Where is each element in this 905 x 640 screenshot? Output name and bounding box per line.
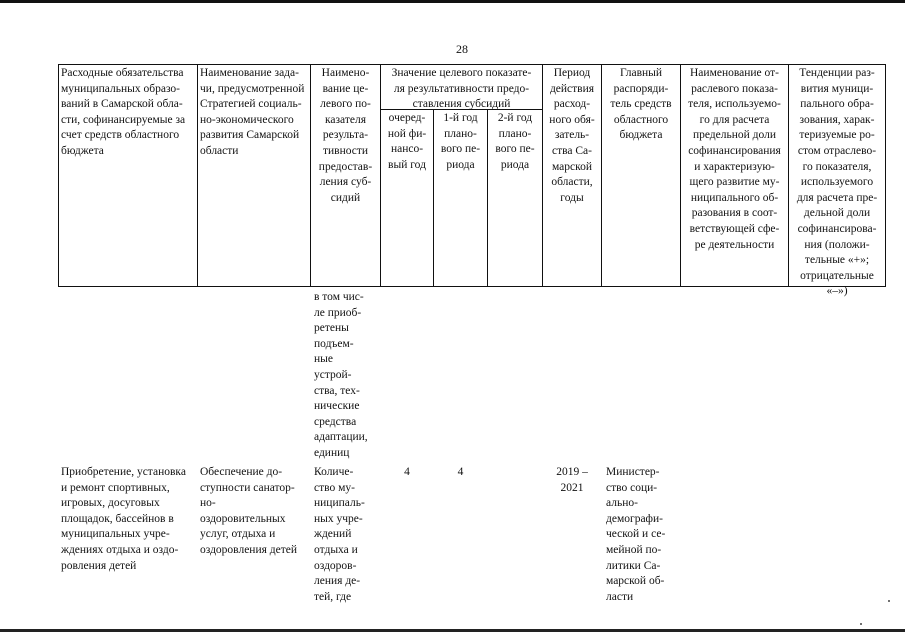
header-obligation-period: Период действия расход- ного обя- затель- ства Са- марской области, годы (549, 67, 595, 204)
bottom-border-rule (0, 629, 905, 632)
row-target-indicator: Количе- ство му- ниципаль- ных учре- ждений отдыха и оздоров- ления де- тей, где (314, 466, 365, 603)
scan-speck (860, 623, 862, 625)
continuation-indicator-text: в том чис- ле приоб- ретены подъем- ные устрой- ства, тех- нические средства адаптации, единиц (314, 291, 368, 459)
row-main-budget-manager: Министер- ство соци- ально- демографи- ческой и се- мейной по- литики Са- марской об- ласти (606, 466, 666, 603)
row-obligation-period: 2019 – 2021 (556, 466, 588, 494)
row-strategy-task: Обеспечение до- ступности санатор- но- оздоровительных услуг, отдыха и оздоровления детей (200, 466, 298, 556)
header-planning-year-2: 2-й год плано- вого пе- риода (495, 112, 535, 171)
row-value-planning-year-1: 4 (457, 466, 464, 478)
scan-speck (888, 600, 890, 602)
col-border-8 (885, 64, 886, 287)
header-main-budget-manager: Главный распоряди- тель средств областного бюджета (610, 67, 672, 142)
page-number: 28 (456, 42, 468, 56)
header-current-fiscal-year: очеред- ной фи- нансо- вый год (387, 112, 427, 171)
header-target-indicator: Наимено- вание це- левого по- казателя результа- тивности предостав- ления суб- сидий (318, 67, 373, 204)
header-development-trends: Тенденции раз- вития муници- пального обра- зования, харак- теризуемые ро- стом отраслево- го показателя, используемого для расчета пре- дельной доли софинансирова- ния (положи- тельные «+»; отрицательные «–») (796, 67, 878, 298)
top-border-rule (0, 0, 905, 3)
header-bottom-border (58, 286, 886, 287)
header-planning-year-1: 1-й год плано- вого пе- риода (440, 112, 481, 171)
header-indicator-value-group: Значение целевого показате- ля результативности предо- ставления субсидий (391, 67, 532, 111)
header-expenditure-obligations: Расходные обязательства муниципальных образо- ваний в Самарской обла- сти, софинансируемые за счет средств областного бюджета (61, 67, 186, 157)
row-value-current-year: 4 (404, 466, 410, 478)
col-border-0 (58, 64, 59, 287)
col-border-1 (197, 64, 198, 287)
header-strategy-task: Наименование зада- чи, предусмотренной Стратегией социаль- но-экономического развития Самарской области (200, 67, 305, 157)
row-expenditure-obligation: Приобретение, установка и ремонт спортивных, игровых, досуговых площадок, бассейнов в муниципальных учре- ждениях отдыха и оздо- ровления детей (61, 466, 186, 572)
header-sector-indicator: Наименование от- раслевого показа- теля, используемо- го для расчета предельной доли софинансирования и характеризую- щего развитие му- ниципального об- разования в соот- ветствующей сфе- ре деятельности (688, 67, 781, 251)
header-top-border (58, 64, 886, 65)
